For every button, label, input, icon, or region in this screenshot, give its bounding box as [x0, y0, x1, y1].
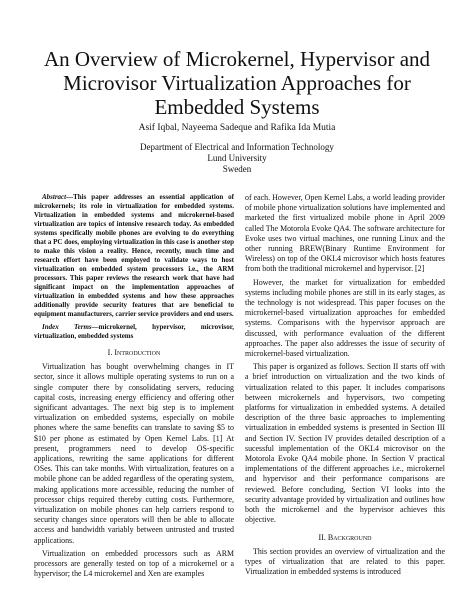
section-heading-background: II. Background — [318, 532, 372, 542]
title-line: An Overview of Microkernel, Hypervisor and — [43, 47, 431, 71]
university: Lund University — [207, 153, 267, 163]
author-list: Asif Iqbal, Nayeema Sadeque and Rafika Ida Mutia — [138, 123, 336, 133]
body-paragraph: However, the market for virtualization for embedded systems including mobile phones are still in its early stages, as the technology is not widespread. This paper focuses on the microkernel-based virtualization approaches for embedded systems. Comparisons with the hypervisor approach are discussed, with performance evaluation of the different approaches. The paper also addresses the issue of security of microkernel-based virtualization. — [245, 277, 445, 359]
body-paragraph: This section provides an overview of virtualization and the types of virtualization that are related to this paper. Virtualization in embedded systems is introduced — [245, 546, 445, 577]
body-paragraph: This paper is organized as follows. Section II starts off with a brief introduction on virtualization and the two kinds of virtualization related to this paper. It includes comparisons between microkernels and hypervisors, two competing platforms for virtualization in embedded systems. A detailed description of the three basic approaches to implementing virtualization in embedded systems is presented in Section III and Section IV. Section IV provides detailed description of a sucessful implementation of the OKL4 microvisor on the Motorola Evoke QA4 mobile phone. In Section V practical implementations of the different approaches i.e., microkernel and hypervisor and their performance comparisons are reviewed. Before concluding, Section VI looks into the security advantage provided by virtualization and outlines how both the microkernel and the hypervisor achieves this objective. — [245, 362, 445, 525]
department: Department of Electrical and Information Technology — [140, 142, 334, 152]
section-heading-introduction: I. Introduction — [107, 348, 161, 357]
country: Sweden — [222, 164, 252, 174]
title-line: Embedded Systems — [154, 95, 320, 119]
affiliation — [20, 142, 454, 175]
abstract-text: —This paper addresses an essential application of microkernels; its role in virtualization for embedded systems. Virtualization in embedded systems and microkernel-based virtualization are topics of intensive research today. As embedded systems specifically mobile phones are evolving to do everything that a PC does, employing virtualization in this case is another step to make this vision a reality. Hence, recently, much time and research effort have been employed to validate ways to host virtualization on embedded system processors i.e., the ARM processors. This paper reviews the research work that have had significant impact on the implementation approaches of virtualization in embedded systems and how these approaches additionally provide security features that are beneficial to equipment manufacturers, carrier service providers and end users. — [34, 193, 234, 318]
index-terms-text: —microkernel, hypervisor, microvisor, virtualization, embedded systems — [34, 323, 234, 340]
index-terms-lead: Index Terms — [42, 323, 92, 331]
body-paragraph: of each. However, Open Kernel Labs, a world leading provider of mobile phone virtualization solutions have implemented and marketed the first virtualized mobile phone in April 2009 called The Motorola Evoke QA4. The software architecture for Evoke uses two virtual machines, one running Linux and the other running BREW(Binary Runtime Environment for Wireless) on top of the OKL4 microvisor which hosts features from both the traditional microkernel and hypervisor. [2] — [245, 193, 445, 274]
paper-title — [20, 47, 454, 119]
right-column — [245, 193, 445, 580]
index-terms — [34, 323, 234, 341]
left-column — [34, 193, 234, 582]
body-paragraph: Virtualization on embedded processors such as ARM processors are generally tested on top of a microkernel or a hypervisor; the L4 microkernel and Xen are examples — [34, 548, 234, 579]
abstract — [34, 193, 234, 319]
title-line: Microvisor Virtualization Approaches for — [63, 71, 411, 95]
body-paragraph: Virtualization has bought overwhelming changes in IT sector, since it allows multiple operating systems to run on a single computer there by consolidating servers, reducing capital costs, increasing energy efficiency and offering other significant advantages. The next big step is to implement virtualization on embedded systems, especially on mobile phones where the same benefits can translate to saving $5 to $10 per phone as estimated by Open Kernel Labs. [1] At present, programmers need to develop OS-specific applications, rewriting the same applications for different OSes. This can take months. With virtualization, features on a mobile phone can be added regardless of the operating system, making applications more accessible, reducing the number of processor chips required thereby cutting costs. Furthermore, virtualization on mobile phones can help carriers respond to security changes since operators will then be able to allocate access and bandwidth variably between untrusted and trusted applications. — [34, 362, 234, 545]
abstract-lead: Abstract — [42, 193, 67, 201]
